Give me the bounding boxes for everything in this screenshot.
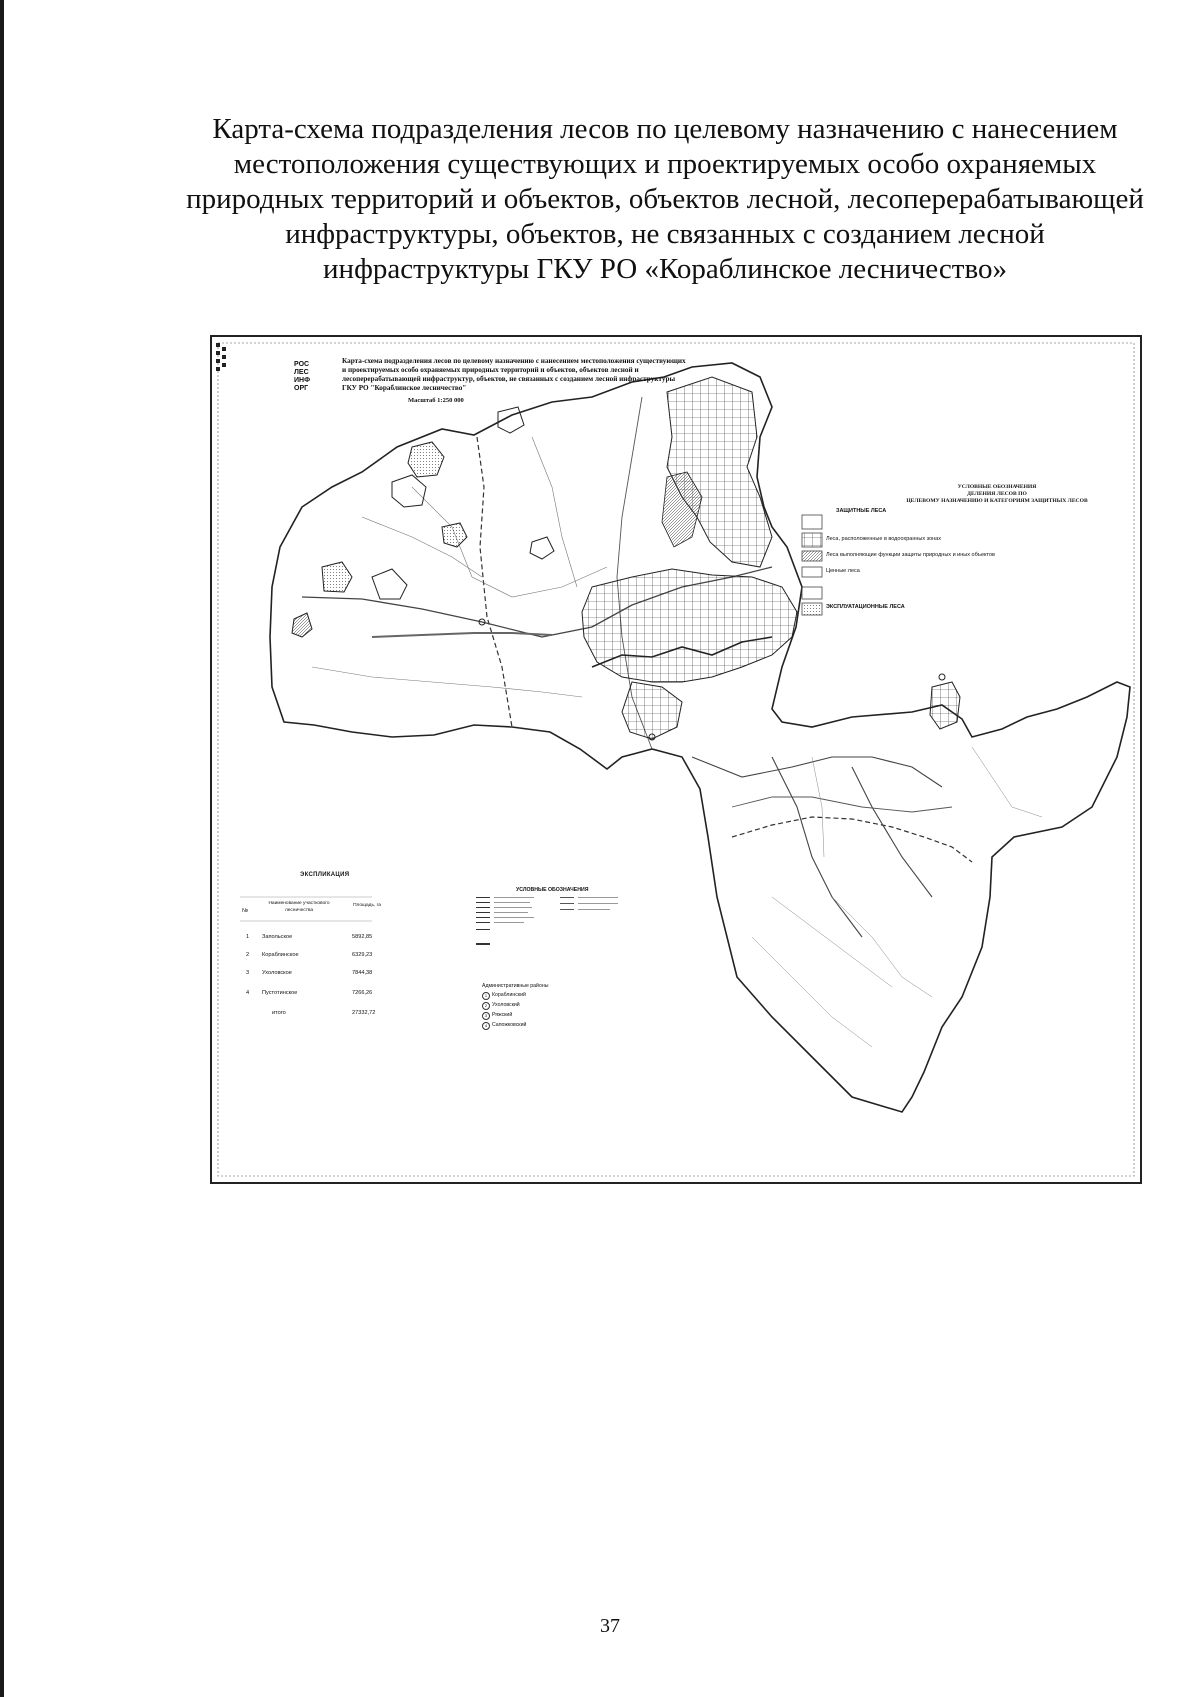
logo-line-4: ОРГ	[294, 385, 309, 392]
symbol-line-8	[476, 943, 490, 945]
map-frame	[210, 335, 1142, 1184]
legend-water-zone-label: Леса, расположенные в водоохранных зонах	[826, 536, 941, 542]
symbol-line-6	[476, 922, 490, 923]
logo-text	[294, 361, 310, 393]
explication-row-1-name: Запольское	[262, 934, 293, 940]
page-number: 37	[600, 1615, 620, 1637]
title-line-1: Карта-схема подразделения лесов по целевому назначению с нанесением	[212, 113, 1118, 145]
explication-row-4-name: Пустотинское	[262, 990, 298, 996]
legend-swatch-valuable	[802, 567, 822, 577]
symbol-line-4	[476, 912, 490, 913]
symbol-line-1	[476, 897, 490, 898]
legend-valuable-header: Ценные леса	[826, 568, 860, 574]
explication-title: ЭКСПЛИКАЦИЯ	[300, 872, 350, 878]
symbol-caption-3	[494, 907, 532, 908]
binding-strip	[0, 0, 4, 1697]
logo-line-1: РОС	[294, 361, 310, 368]
admin-districts-title: Административные районы	[482, 983, 549, 989]
title-line-3: природных территорий и объектов, объектов лесной, лесоперерабатывающей	[186, 183, 1144, 215]
symbol-caption-7	[578, 897, 618, 898]
forest-block-east	[930, 682, 960, 729]
map-header-line-4: ГКУ РО "Кораблинское лесничество"	[342, 384, 467, 392]
explication-header-num: №	[242, 908, 249, 914]
admin-district-2-icon: 2	[482, 1002, 490, 1010]
legend-swatch-oopt	[802, 515, 822, 529]
admin-district-2: Ухоловский	[492, 1002, 520, 1008]
legend-title	[862, 484, 1132, 505]
legend-swatch-protective-functions	[802, 551, 822, 561]
legend-title-line-3: ЦЕЛЕВОМУ НАЗНАЧЕНИЮ И КАТЕГОРИЯМ ЗАЩИТНЫХ ЛЕСОВ	[906, 498, 1088, 504]
settlement-marker-3	[939, 674, 945, 680]
explication-row-2-area: 6329,23	[352, 952, 373, 958]
symbol-line-5	[476, 917, 490, 918]
legend-title-line-2: ДЕЛЕНИЯ ЛЕСОВ ПО	[967, 491, 1027, 497]
admin-district-1-icon: 1	[482, 992, 490, 1000]
symbol-caption-1	[494, 897, 534, 898]
map-header-line-2: и проектируемых особо охраняемых природных территорий и объектов, объектов лесной и	[342, 366, 639, 374]
map-header-line-1: Карта-схема подразделения лесов по целевому назначению с нанесением местоположения существующих	[342, 357, 686, 365]
admin-district-3-icon: 3	[482, 1012, 490, 1020]
symbols-legend-title: УСЛОВНЫЕ ОБОЗНАЧЕНИЯ	[516, 887, 589, 893]
symbol-line-10	[560, 903, 574, 904]
title-line-2: местоположения существующих и проектируемых особо охраняемых	[233, 148, 1097, 180]
title-line-4: инфраструктуры, объектов, не связанных с созданием лесной	[285, 218, 1045, 250]
logo-line-3: ИНФ	[294, 377, 311, 384]
legend-swatch-exploitation	[802, 603, 822, 615]
explication-row-4-num: 4	[246, 990, 250, 996]
explication-row-4-area: 7266,26	[352, 990, 373, 996]
explication-header-name: Наименование участкового лесничества	[268, 901, 330, 913]
legend-exploitation-header: ЭКСПЛУАТАЦИОННЫЕ ЛЕСА	[826, 604, 905, 610]
map-header	[342, 357, 822, 393]
rosleinforg-logo-icon	[212, 337, 268, 381]
explication-total-value: 27332,72	[352, 1010, 376, 1016]
symbol-line-7	[476, 929, 490, 930]
logo-line-2: ЛЕС	[294, 369, 309, 376]
title-line-5: инфраструктуры ГКУ РО «Кораблинское лесничество»	[323, 253, 1007, 285]
symbol-line-2	[476, 902, 490, 903]
legend-protective-functions-label: Леса выполняющие функции защиты природных и иных объектов	[826, 552, 995, 558]
symbol-caption-5	[494, 917, 534, 918]
explication-row-3-num: 3	[246, 970, 250, 976]
explication-row-3-area: 7844,38	[352, 970, 373, 976]
explication-row-1-num: 1	[246, 934, 250, 940]
legend-swatch-water-zone	[802, 533, 822, 547]
admin-district-1: Кораблинский	[492, 992, 526, 998]
symbol-caption-2	[494, 902, 530, 903]
admin-district-4-icon: 4	[482, 1022, 490, 1030]
explication-header-area: Площадь, га	[353, 903, 381, 908]
symbol-line-11	[560, 909, 574, 910]
symbol-line-3	[476, 907, 490, 908]
admin-district-4: Сапожковский	[492, 1022, 527, 1028]
symbol-caption-4	[494, 912, 528, 913]
forest-map-drawing	[212, 337, 1140, 1182]
admin-district-3: Ряжский	[492, 1012, 513, 1018]
legend-protective-header: ЗАЩИТНЫЕ ЛЕСА	[836, 508, 887, 514]
legend	[802, 484, 1132, 610]
map-header-line-3: лесоперерабатывающей инфраструктур, объектов, не связанных с созданием лесной инфраструктуры	[342, 375, 676, 383]
symbol-line-9	[560, 897, 574, 898]
legend-swatch-forest-steppe	[802, 587, 822, 599]
symbol-caption-9	[578, 909, 610, 910]
page-title	[150, 112, 1180, 287]
legend-title-line-1: УСЛОВНЫЕ ОБОЗНАЧЕНИЯ	[957, 484, 1037, 490]
explication-row-2-num: 2	[246, 952, 250, 958]
symbol-caption-8	[578, 903, 618, 904]
symbol-caption-6	[494, 922, 524, 923]
explication-row-3-name: Ухоловское	[262, 970, 292, 976]
explication-row-1-area: 5892,85	[352, 934, 373, 940]
map-scale: Масштаб 1:250 000	[408, 397, 464, 404]
explication-total-label: итого	[272, 1010, 286, 1016]
explication-row-2-name: Кораблинское	[262, 952, 299, 958]
